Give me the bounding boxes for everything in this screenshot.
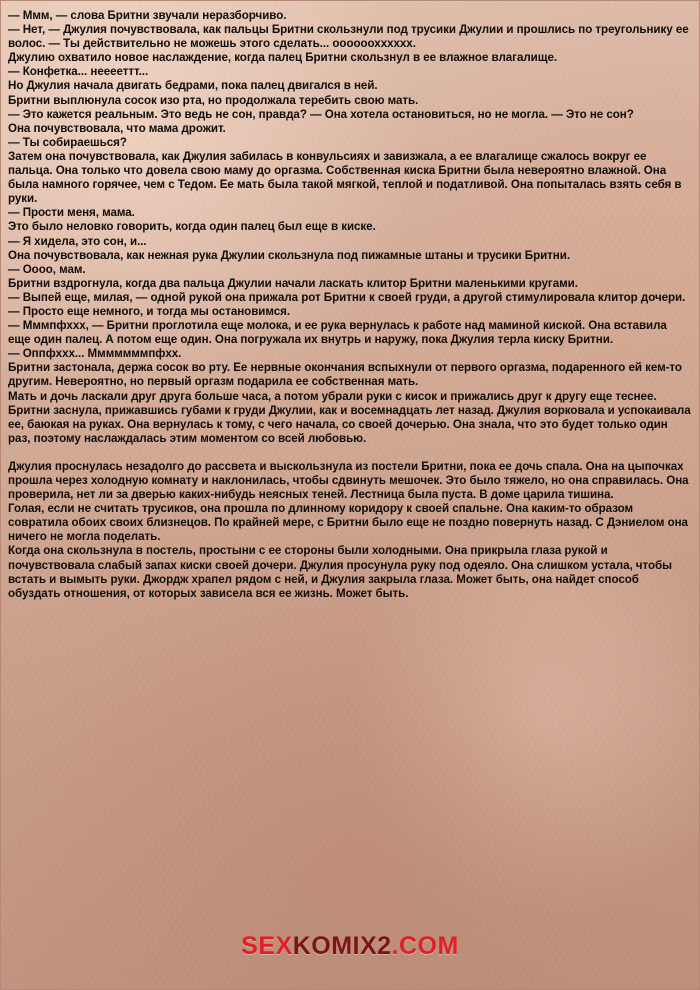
story-paragraph: Это было неловко говорить, когда один палец был еще в киске. (8, 220, 376, 234)
story-paragraph: Она почувствовала, как нежная рука Джулии скользнула под пижамные штаны и трусики Бритни. (8, 248, 571, 262)
story-paragraph: Бритни застонала, держа сосок во рту. Ее нервные окончания вспыхнули от первого оргазма, подаренного ей кем-то другим. Невероятно, но первый оргазм подарила ее собственная мать. (8, 361, 682, 389)
story-paragraph: Джулия проснулась незадолго до рассвета и выскользнула из постели Бритни, пока ее дочь спала. Она на цыпочках прошла через холодную комнату и наклонилась, чтобы сдвинуть мешочек. Это было тяжело, но она справилась. Она проверила, нет ли за дверью каких-нибудь неясных теней. Лестница была пуста. В доме царила тишина. (8, 459, 689, 502)
watermark-part-com: .COM (391, 932, 459, 960)
watermark-part-sex: SEX (241, 932, 293, 960)
story-text-block (8, 9, 692, 601)
story-paragraph: Голая, если не считать трусиков, она прошла по длинному коридору к своей спальне. Она каким-то образом совратила обоих своих близнецов. По крайней мере, с Бритни было еще не поздно повернуть назад. С Дэниелом она ничего не могла поделать. (8, 502, 688, 544)
story-paragraph: Затем она почувствовала, как Джулия забилась в конвульсиях и завизжала, а ее влагалище сжалось вокруг ее пальца. Она только что довела свою маму до оргазма. Собственная киска Бритни была невероятно влажной. Она была намного горячее, чем с Тедом. Ее мать была такой мягкой, теплой и податливой. Она попыталась взять себя в руки. (8, 149, 682, 206)
story-paragraph: Когда она скользнула в постель, простыни с ее стороны были холодными. Она прикрыла глаза рукой и почувствовала слабый запах киски своей дочери. Джулия просунула руку под одеяло. Она слишком устала, чтобы встать и вымыть руки. Джордж храпел рядом с ней, и Джулия закрыла глаза. Может быть, она найдет способ обуздать отношения, от которых зависела вся ее жизнь. Может быть. (8, 544, 672, 600)
story-paragraph: — Оооо, мам. (8, 262, 86, 276)
story-paragraph: — Ммм, — слова Бритни звучали неразборчиво. (8, 9, 287, 22)
story-paragraph: — Нет, — Джулия почувствовала, как пальцы Бритни скользнули под трусики Джулии и прошлись по треугольнику ее волос. — Ты действительно не можешь этого сделать... оооооохххххх. (8, 23, 689, 51)
story-paragraph: — Ты собираешься? (8, 135, 127, 149)
story-paragraph: — Мммпфххх, — Бритни проглотила еще молока, и ее рука вернулась к работе над маминой киской. Она вставила еще один палец. А потом еще один. Она погружала их внутрь и наружу, пока Джулия терла киску Бритни. (8, 319, 667, 347)
watermark-part-komix2: KOMIX2 (292, 932, 392, 960)
story-paragraph: Джулию охватило новое наслаждение, когда палец Бритни скользнул в ее влажное влагалище. (8, 51, 558, 65)
story-paragraph: Мать и дочь ласкали друг друга больше часа, а потом убрали руки с кисок и прижались друг к другу еще теснее. Бритни заснула, прижавшись губами к груди Джулии, как и восемнадцать лет назад. Джулия ворковала и успокаивала ее, баюкая на руках. Она вернулась к тому, с чего начала, со своей дочерью. Она знала, что это будет только один раз, поэтому наслаждалась этим моментом со всей любовью. (8, 389, 691, 445)
story-paragraph: — Прости меня, мама. (8, 206, 135, 220)
story-paragraph: Она почувствовала, что мама дрожит. (8, 121, 226, 135)
story-paragraph: — Конфетка... нееееттт... (8, 65, 149, 79)
story-paragraph: — Выпей еще, милая, — одной рукой она прижала рот Бритни к своей груди, а другой стимулировала клитор дочери. — Просто еще немного, и тогда мы остановимся. (8, 290, 686, 318)
story-paragraph: — Я хидела, это сон, и... (8, 234, 147, 248)
story-paragraph: — Оппфххх... Мммммммпфхх. (8, 347, 182, 361)
story-paragraph: — Это кажется реальным. Это ведь не сон, правда? — Она хотела остановиться, но не могла. — Это не сон? (8, 107, 634, 121)
story-paragraph: Но Джулия начала двигать бедрами, пока палец двигался в ней. (8, 79, 378, 93)
story-paragraph: Бритни вздрогнула, когда два пальца Джулии начали ласкать клитор Бритни маленькими кругами. (8, 276, 578, 290)
story-paragraph: Бритни выплюнула сосок изо рта, но продолжала теребить свою мать. (8, 93, 419, 107)
site-watermark (1, 932, 699, 961)
paragraph-spacer (8, 446, 692, 460)
